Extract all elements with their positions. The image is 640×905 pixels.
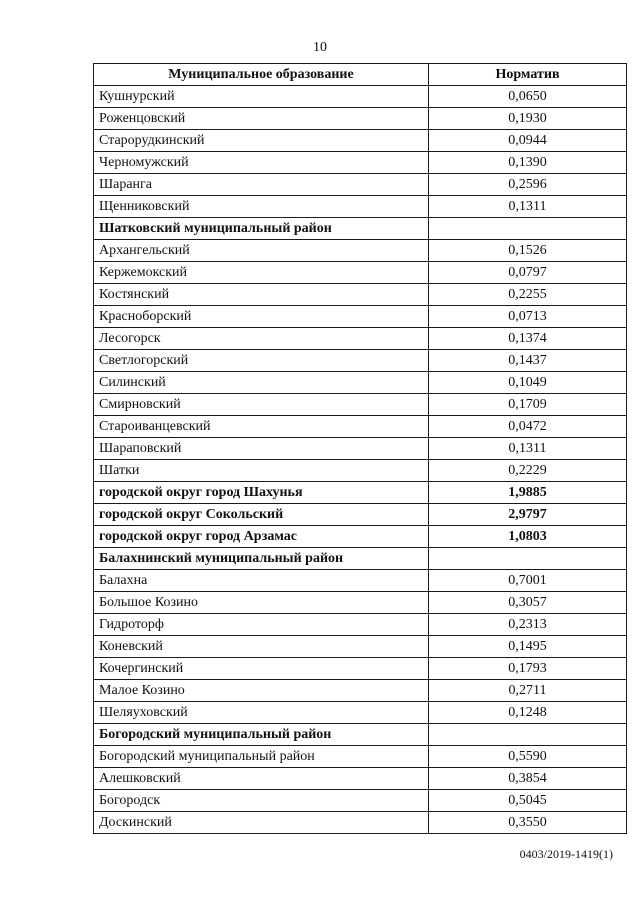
table-row (94, 86, 627, 108)
municipality-name: Кержемокский (94, 262, 429, 284)
municipality-name: Старорудкинский (94, 130, 429, 152)
norm-value: 0,1793 (429, 658, 627, 680)
table-section-row (94, 548, 627, 570)
table-section-row (94, 218, 627, 240)
norm-value: 0,1049 (429, 372, 627, 394)
municipality-name: Шараповский (94, 438, 429, 460)
table-row (94, 262, 627, 284)
table-row (94, 372, 627, 394)
municipality-name: городской округ город Арзамас (94, 526, 429, 548)
municipality-name: Коневский (94, 636, 429, 658)
table-row (94, 460, 627, 482)
norm-value: 0,1437 (429, 350, 627, 372)
municipality-name: Шатковский муниципальный район (94, 218, 429, 240)
norm-value: 0,2229 (429, 460, 627, 482)
norm-value (429, 218, 627, 240)
table-row (94, 658, 627, 680)
norm-value (429, 724, 627, 746)
norm-value: 0,0944 (429, 130, 627, 152)
norm-value: 0,1930 (429, 108, 627, 130)
norm-value: 0,2711 (429, 680, 627, 702)
table-row (94, 196, 627, 218)
header-municipality: Муниципальное образование (94, 64, 429, 86)
norm-value: 0,1390 (429, 152, 627, 174)
table-row (94, 394, 627, 416)
table-section-row (94, 504, 627, 526)
municipality-name: Смирновский (94, 394, 429, 416)
municipality-name: Богородский муниципальный район (94, 746, 429, 768)
norm-value: 0,3550 (429, 812, 627, 834)
document-code: 0403/2019-1419(1) (519, 847, 613, 861)
municipality-name: Кочергинский (94, 658, 429, 680)
norm-value: 0,1311 (429, 438, 627, 460)
norm-value: 1,0803 (429, 526, 627, 548)
header-norm: Норматив (429, 64, 627, 86)
municipality-name: Красноборский (94, 306, 429, 328)
municipality-name: городской округ Сокольский (94, 504, 429, 526)
municipality-name: Гидроторф (94, 614, 429, 636)
municipality-name: Староиванцевский (94, 416, 429, 438)
table-row (94, 636, 627, 658)
table-row (94, 746, 627, 768)
norm-value: 0,0472 (429, 416, 627, 438)
municipality-name: Лесогорск (94, 328, 429, 350)
table-row (94, 174, 627, 196)
table-row (94, 350, 627, 372)
municipality-name: Большое Козино (94, 592, 429, 614)
table-row (94, 570, 627, 592)
municipality-name: Роженцовский (94, 108, 429, 130)
table-row (94, 130, 627, 152)
municipality-name: Богородск (94, 790, 429, 812)
municipality-name: Силинский (94, 372, 429, 394)
municipality-name: Кушнурский (94, 86, 429, 108)
municipality-name: Шаранга (94, 174, 429, 196)
table-row (94, 152, 627, 174)
table-section-row (94, 482, 627, 504)
norm-value: 0,5045 (429, 790, 627, 812)
municipality-name: Костянский (94, 284, 429, 306)
table-section-row (94, 526, 627, 548)
municipality-name: Черномужский (94, 152, 429, 174)
municipality-name: Богородский муниципальный район (94, 724, 429, 746)
table-row (94, 790, 627, 812)
table-row (94, 108, 627, 130)
table-row (94, 438, 627, 460)
table-body (94, 86, 627, 834)
table-row (94, 768, 627, 790)
norm-value: 0,1248 (429, 702, 627, 724)
table-row (94, 240, 627, 262)
norms-table (93, 63, 627, 834)
norm-value: 0,7001 (429, 570, 627, 592)
municipality-name: Щенниковский (94, 196, 429, 218)
municipality-name: Балахна (94, 570, 429, 592)
municipality-name: Алешковский (94, 768, 429, 790)
norm-value (429, 548, 627, 570)
norm-value: 0,2596 (429, 174, 627, 196)
table-row (94, 680, 627, 702)
table-header-row (94, 64, 627, 86)
municipality-name: Светлогорский (94, 350, 429, 372)
table-row (94, 328, 627, 350)
municipality-name: Шеляуховский (94, 702, 429, 724)
norm-value: 0,3854 (429, 768, 627, 790)
norm-value: 0,0713 (429, 306, 627, 328)
norm-value: 0,2255 (429, 284, 627, 306)
municipality-name: Архангельский (94, 240, 429, 262)
municipality-name: Доскинский (94, 812, 429, 834)
norm-value: 0,3057 (429, 592, 627, 614)
table-row (94, 284, 627, 306)
municipality-name: Малое Козино (94, 680, 429, 702)
municipality-name: городской округ город Шахунья (94, 482, 429, 504)
norm-value: 0,2313 (429, 614, 627, 636)
municipality-name: Балахнинский муниципальный район (94, 548, 429, 570)
table-row (94, 306, 627, 328)
norm-value: 0,1709 (429, 394, 627, 416)
table-row (94, 702, 627, 724)
table-row (94, 416, 627, 438)
page-number: 10 (313, 40, 327, 55)
norm-value: 0,1311 (429, 196, 627, 218)
norm-value: 0,1526 (429, 240, 627, 262)
table-row (94, 592, 627, 614)
norm-value: 0,5590 (429, 746, 627, 768)
table-row (94, 614, 627, 636)
norm-value: 1,9885 (429, 482, 627, 504)
norm-value: 2,9797 (429, 504, 627, 526)
table-section-row (94, 724, 627, 746)
municipality-name: Шатки (94, 460, 429, 482)
norm-value: 0,0797 (429, 262, 627, 284)
norm-value: 0,1374 (429, 328, 627, 350)
norm-value: 0,1495 (429, 636, 627, 658)
norm-value: 0,0650 (429, 86, 627, 108)
table-row (94, 812, 627, 834)
